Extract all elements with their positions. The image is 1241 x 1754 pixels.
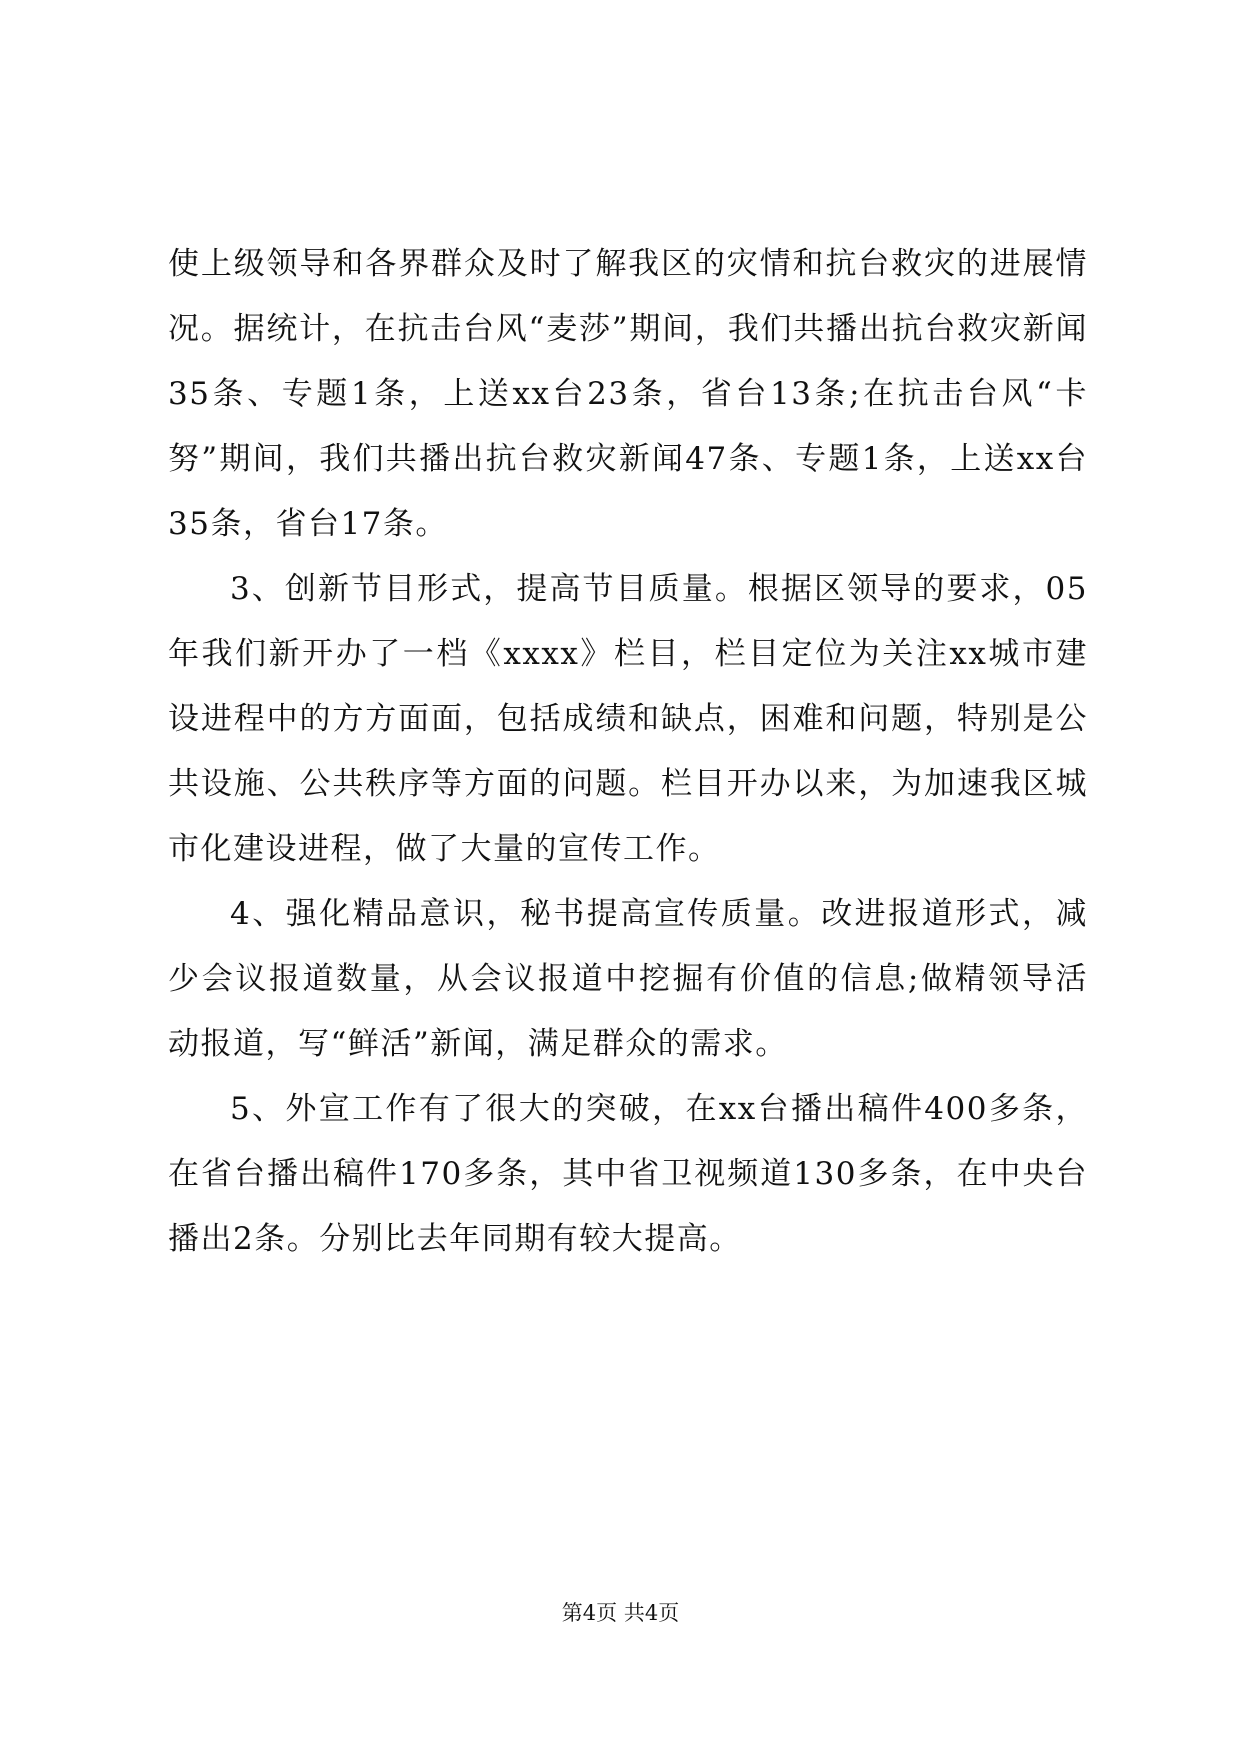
document-body: [168, 232, 1088, 1272]
paragraph-item-4: 4、强化精品意识，秘书提高宣传质量。改进报道形式，减少会议报道数量，从会议报道中挖掘有价值的信息;做精领导活动报道，写“鲜活”新闻，满足群众的需求。: [168, 896, 1088, 1062]
paragraph-item-5: 5、外宣工作有了很大的突破，在xx台播出稿件400多条，在省台播出稿件170多条，其中省卫视频道130多条，在中央台播出2条。分别比去年同期有较大提高。: [168, 1091, 1088, 1257]
page-number-footer: 第4页 共4页: [561, 1601, 680, 1625]
paragraph-continuation: 使上级领导和各界群众及时了解我区的灾情和抗台救灾的进展情况。据统计，在抗击台风“麦莎”期间，我们共播出抗台救灾新闻35条、专题1条，上送xx台23条，省台13条;在抗击台风“卡努”期间，我们共播出抗台救灾新闻47条、专题1条，上送xx台35条，省台17条。: [168, 246, 1088, 542]
paragraph-item-3: 3、创新节目形式，提高节目质量。根据区领导的要求，05年我们新开办了一档《xxxx》栏目，栏目定位为关注xx城市建设进程中的方方面面，包括成绩和缺点，困难和问题，特别是公共设施、公共秩序等方面的问题。栏目开办以来，为加速我区城市化建设进程，做了大量的宣传工作。: [168, 571, 1088, 867]
